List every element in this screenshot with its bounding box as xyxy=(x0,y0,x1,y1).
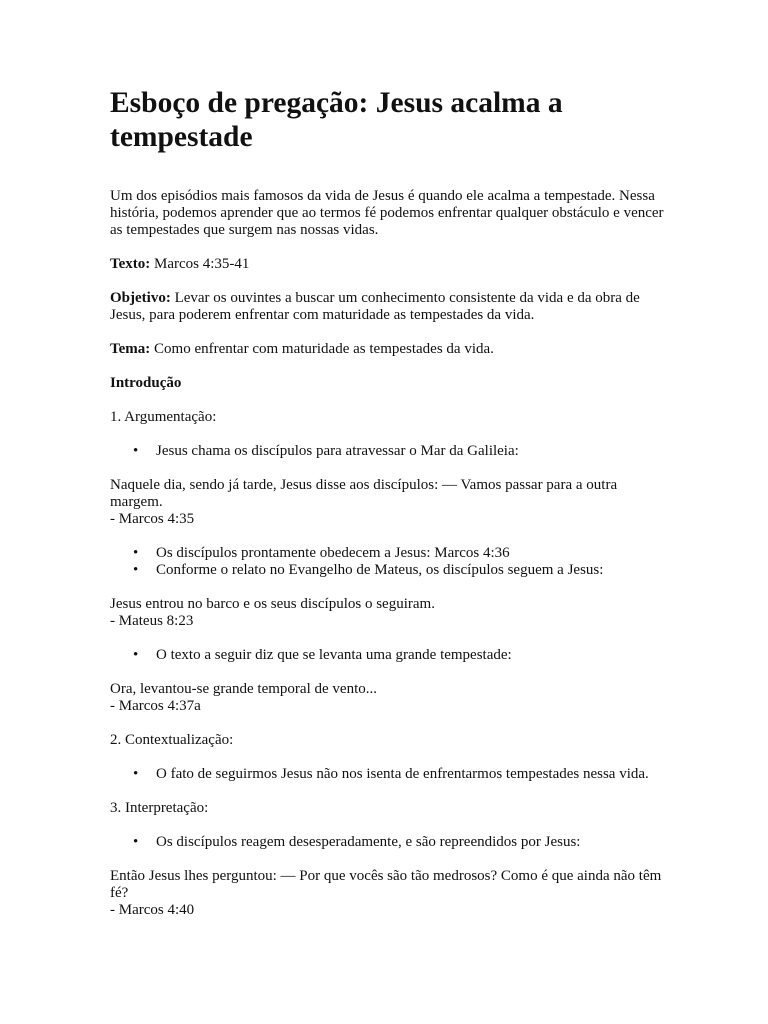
bullet-list xyxy=(110,647,670,664)
tema-line xyxy=(110,341,670,358)
objetivo-value: Levar os ouvintes a buscar um conhecimento consistente da vida e da obra de Jesus, para poderem enfrentar com maturidade as tempestades da vida. xyxy=(110,290,640,323)
intro-paragraph: Um dos episódios mais famosos da vida de Jesus é quando ele acalma a tempestade. Nessa história, podemos aprender que ao termos fé podemos enfrentar qualquer obstáculo e vencer as tempestades que surgem nas nossas vidas. xyxy=(110,188,664,238)
quote-reference: - Marcos 4:40 xyxy=(110,902,195,918)
quote-text: Naquele dia, sendo já tarde, Jesus disse aos discípulos: — Vamos passar para a outra margem. xyxy=(110,477,618,510)
introducao-heading xyxy=(110,375,670,392)
texto-value: Marcos 4:35-41 xyxy=(150,256,250,272)
objetivo-line xyxy=(110,290,670,324)
list-item: • O fato de seguirmos Jesus não nos isenta de enfrentarmos tempestades nessa vida. xyxy=(156,766,670,783)
tema-label: Tema: xyxy=(110,341,151,357)
scripture-quote xyxy=(110,681,670,715)
section-heading-argumentacao: 1. Argumentação: xyxy=(110,409,217,425)
quote-reference: - Mateus 8:23 xyxy=(110,613,194,629)
bullet-list xyxy=(110,545,670,579)
quote-text: Então Jesus lhes perguntou: — Por que vocês são tão medrosos? Como é que ainda não têm fé? xyxy=(110,868,662,901)
list-item: • Jesus chama os discípulos para atravessar o Mar da Galileia: xyxy=(156,443,670,460)
list-item: • Os discípulos reagem desesperadamente, e são repreendidos por Jesus: xyxy=(156,834,670,851)
quote-reference: - Marcos 4:37a xyxy=(110,698,201,714)
texto-label: Texto: xyxy=(110,256,151,272)
bullet-list xyxy=(110,766,670,783)
bullet-list xyxy=(110,834,670,851)
section-heading-interpretacao: 3. Interpretação: xyxy=(110,800,209,816)
tema-value: Como enfrentar com maturidade as tempestades da vida. xyxy=(150,341,494,357)
list-item: • O texto a seguir diz que se levanta uma grande tempestade: xyxy=(156,647,670,664)
quote-text: Jesus entrou no barco e os seus discípulos o seguiram. xyxy=(110,596,435,612)
introducao-heading-text: Introdução xyxy=(110,375,182,391)
scripture-quote xyxy=(110,868,670,919)
list-item: • Os discípulos prontamente obedecem a Jesus: Marcos 4:36 xyxy=(156,545,670,562)
bullet-list xyxy=(110,443,670,460)
objetivo-label: Objetivo: xyxy=(110,290,171,306)
texto-line xyxy=(110,256,670,273)
page-title: Esboço de pregação: Jesus acalma a tempestade xyxy=(110,87,563,153)
quote-reference: - Marcos 4:35 xyxy=(110,511,195,527)
quote-text: Ora, levantou-se grande temporal de vento... xyxy=(110,681,377,697)
scripture-quote xyxy=(110,477,670,528)
list-item: • Conforme o relato no Evangelho de Mateus, os discípulos seguem a Jesus: xyxy=(156,562,670,579)
document-page xyxy=(110,86,670,936)
scripture-quote xyxy=(110,596,670,630)
section-heading-contextualizacao: 2. Contextualização: xyxy=(110,732,234,748)
